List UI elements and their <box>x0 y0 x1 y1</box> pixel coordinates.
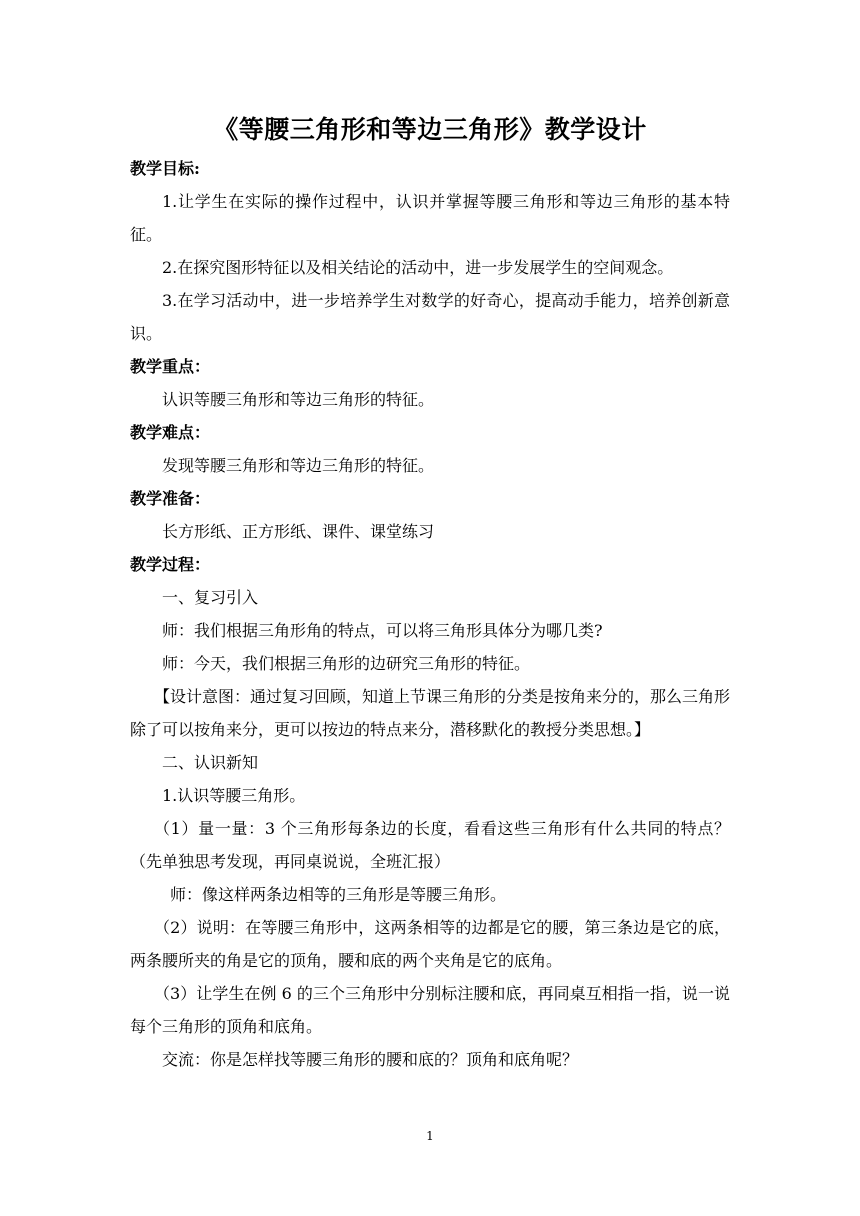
objectives-heading: 教学目标: <box>130 159 200 178</box>
teacher-note: 师：像这样两条边相等的三角形是等腰三角形。 <box>170 885 507 904</box>
step-3-label: （3）让学生在例 6 的三个三角形中分别标注腰和底，再同桌互相指一指，说一说每个三角形的顶角和底角。 <box>130 984 730 1036</box>
review-question-1: 师：我们根据三角形角的特点，可以将三角形具体分为哪几类? <box>162 621 603 640</box>
key-points-heading: 教学重点： <box>130 357 211 376</box>
step-1-measure: （1）量一量：3 个三角形每条边的长度，看看这些三角形有什么共同的特点？（先单独思考发现，再同桌说说，全班汇报） <box>130 819 730 871</box>
document-body <box>130 152 730 1076</box>
preparation-text: 长方形纸、正方形纸、课件、课堂练习 <box>162 522 435 541</box>
objective-3: 3.在学习活动中，进一步培养学生对数学的好奇心，提高动手能力，培养创新意识。 <box>130 291 730 343</box>
preparation-heading: 教学准备： <box>130 489 211 508</box>
key-points-text: 认识等腰三角形和等边三角形的特征。 <box>162 390 435 409</box>
step-2-explain: （2）说明：在等腰三角形中，这两条相等的边都是它的腰，第三条边是它的底，两条腰所夹的角是它的顶角，腰和底的两个夹角是它的底角。 <box>130 918 730 970</box>
isosceles-heading: 1.认识等腰三角形。 <box>162 786 306 805</box>
design-intent: 【设计意图：通过复习回顾，知道上节课三角形的分类是按角来分的，那么三角形除了可以按角来分，更可以按边的特点来分，潜移默化的教授分类思想。】 <box>130 687 731 739</box>
review-heading: 一、复习引入 <box>162 588 259 607</box>
new-knowledge-heading: 二、认识新知 <box>162 753 259 772</box>
difficulty-heading: 教学难点： <box>130 423 211 442</box>
document-title: 《等腰三角形和等边三角形》教学设计 <box>213 115 647 144</box>
difficulty-text: 发现等腰三角形和等边三角形的特征。 <box>162 456 435 475</box>
review-question-2: 师：今天，我们根据三角形的边研究三角形的特征。 <box>162 654 531 673</box>
objective-1: 1.让学生在实际的操作过程中，认识并掌握等腰三角形和等边三角形的基本特征。 <box>130 192 730 244</box>
objective-2: 2.在探究图形特征以及相关结论的活动中，进一步发展学生的空间观念。 <box>162 258 674 277</box>
process-heading: 教学过程： <box>130 555 211 574</box>
exchange-question: 交流：你是怎样找等腰三角形的腰和底的？顶角和底角呢？ <box>162 1050 579 1069</box>
page-number: 1 <box>426 1129 434 1143</box>
